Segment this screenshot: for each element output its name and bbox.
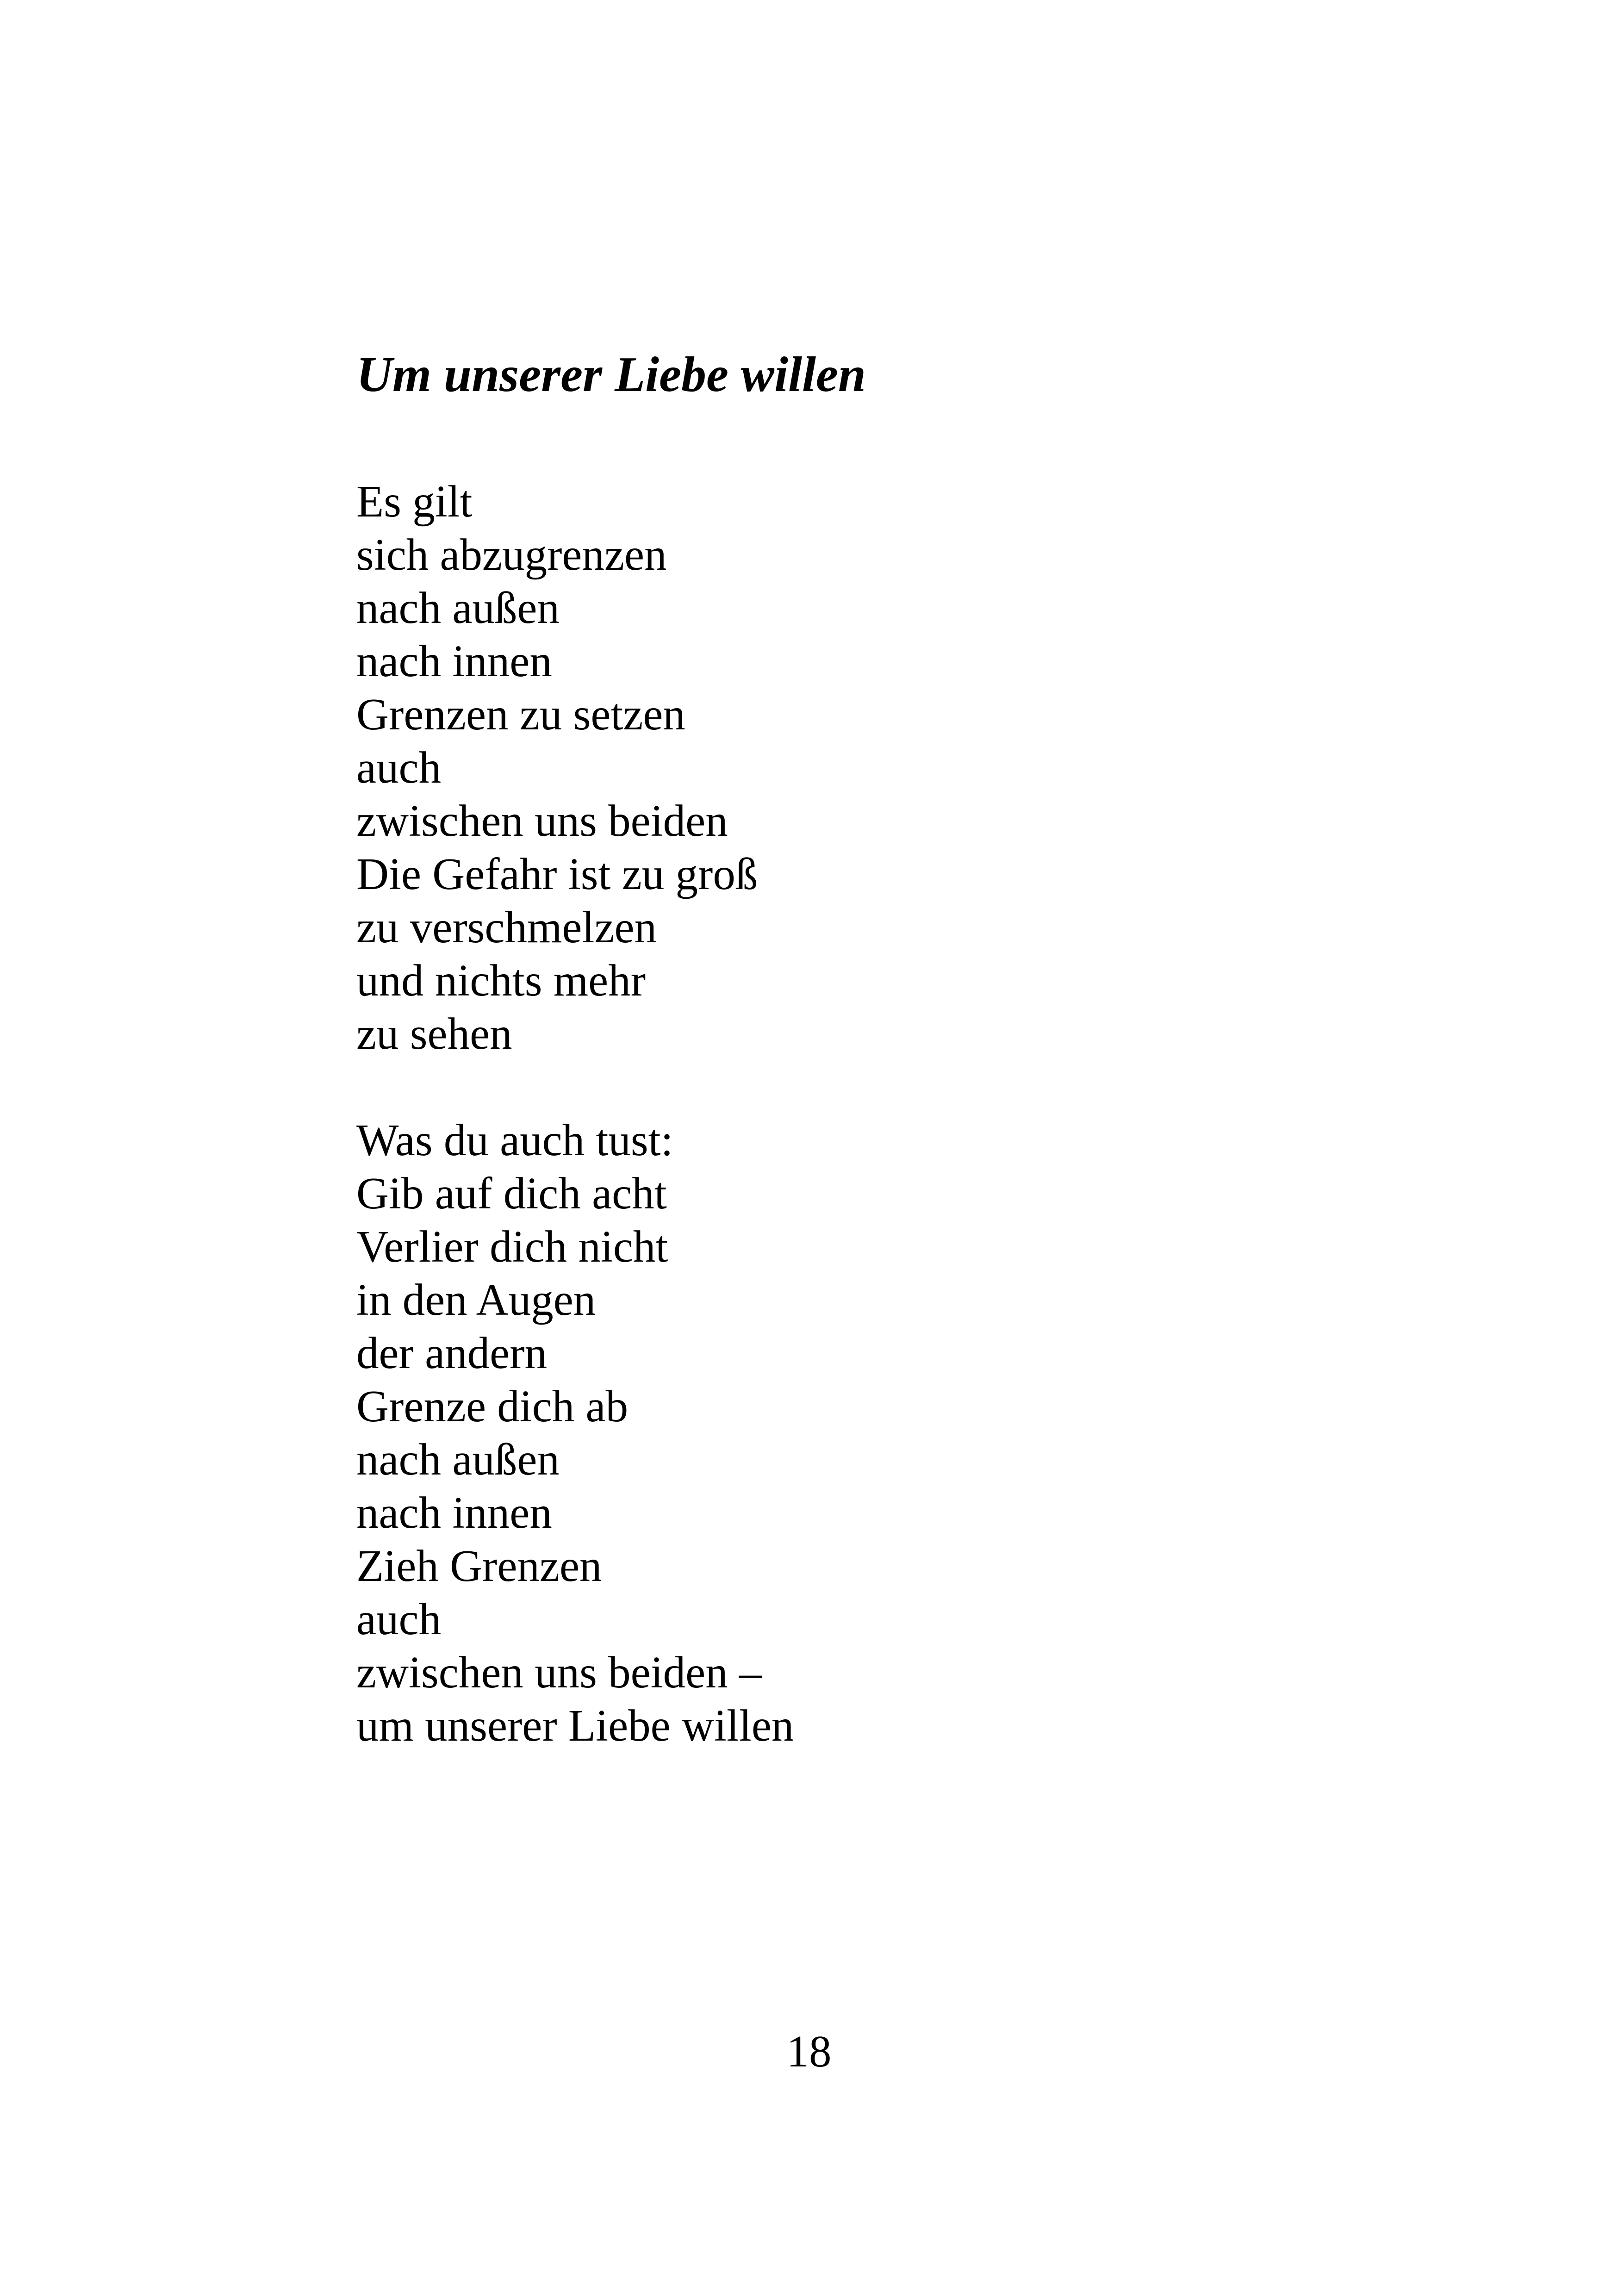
verse-line: Grenze dich ab	[356, 1381, 629, 1431]
verse-line: zu sehen	[356, 1009, 512, 1058]
verse-line: Gib auf dich acht	[356, 1169, 667, 1218]
poem	[356, 338, 1375, 1752]
verse-line: zu verschmelzen	[356, 902, 657, 952]
verse-line: nach innen	[356, 1488, 552, 1537]
stanza-2	[356, 1114, 1375, 1752]
verse-line: Verlier dich nicht	[356, 1222, 668, 1271]
verse-line: Was du auch tust:	[356, 1115, 673, 1165]
verse-line: Die Gefahr ist zu groß	[356, 849, 758, 899]
verse-line: nach außen	[356, 1435, 560, 1484]
verse-line: zwischen uns beiden –	[356, 1648, 762, 1697]
verse-line: und nichts mehr	[356, 956, 646, 1005]
verse-line: nach außen	[356, 583, 560, 633]
verse-line: sich abzugrenzen	[356, 530, 667, 579]
verse-line: der andern	[356, 1328, 548, 1378]
verse-line: um unserer Liebe willen	[356, 1701, 794, 1750]
verse-line: Es gilt	[356, 477, 473, 526]
verse-line: in den Augen	[356, 1275, 596, 1325]
verse-line: auch	[356, 1594, 442, 1644]
stanza-1	[356, 475, 1375, 1060]
verse-line: zwischen uns beiden	[356, 796, 728, 846]
verse-line: nach innen	[356, 636, 552, 686]
page-number: 18	[786, 2027, 832, 2076]
verse-line: Zieh Grenzen	[356, 1541, 602, 1591]
poem-title: Um unserer Liebe willen	[356, 347, 866, 402]
verse-line: auch	[356, 743, 442, 792]
verse-line: Grenzen zu setzen	[356, 690, 685, 739]
